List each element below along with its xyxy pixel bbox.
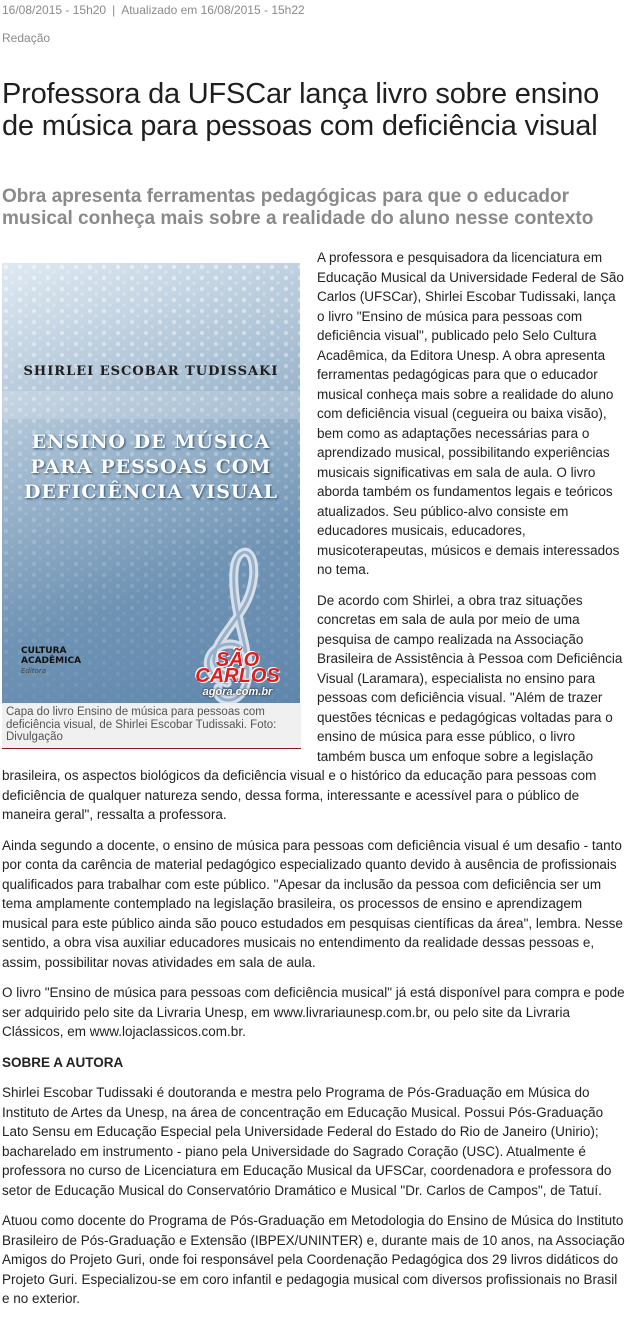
sao-carlos-agora-watermark — [175, 649, 300, 700]
updated-date: Atualizado em 16/08/2015 - 15h22 — [121, 3, 305, 17]
publisher-line: CULTURA — [21, 646, 67, 656]
subtitle: Obra apresenta ferramentas pedagógicas para que o educador musical conheça mais sobre a realidade do aluno nesse contexto — [2, 186, 594, 229]
cover-title-line: ENSINO DE MÚSICA — [31, 431, 271, 453]
article-paragraph: Shirlei Escobar Tudissaki é doutoranda e mestra pelo Programa de Pós-Graduação em Música do Instituto de Artes da Unesp, na área de concentração em Educação Musical. Possui Pós-Graduação Lato Sensu em Educação Especial pela Universidade Federal do Estado do Rio de Janeiro (Unirio); bacharelado em instrumento - piano pela Universidade do Sagrado Coração (USC). Atualmente é professora no curso de Licenciatura em Educação Musical da UFSCar, coordenadora e professora do setor de Educação Musical do Conservatório Dramático e Musical "Dr. Carlos de Campos", de Tatuí. — [2, 1085, 612, 1198]
article-meta — [2, 3, 305, 17]
article-paragraph: De acordo com Shirlei, a obra traz situações concretas em sala de aula por meio de uma pesquisa de campo realizada na Associação Brasileira de Assistência à Pessoa com Deficiência Visual (Laramara), especialista no ensino para pessoas com deficiência visual. "Além de trazer questões técnicas e pedagógicas voltadas para o ensino de música para esse público, o livro também busca um enfoque sobre a legislação brasileira, os aspectos biológicos da deficiência visual e o histórico da educação para pessoas com deficiência de qualquer natureza sendo, dessa forma, interessante e acessível para o público de maneira geral", ressalta a professora. — [2, 592, 623, 822]
cover-title-line: PARA PESSOAS COM — [30, 456, 272, 478]
published-date: 16/08/2015 - 15h20 — [2, 3, 107, 17]
book-cover-figure — [2, 263, 301, 749]
headline: Professora da UFSCar lança livro sobre ensino de música para pessoas com deficiência visual — [2, 78, 600, 142]
article-body — [2, 248, 626, 1320]
publisher-line: ACADÊMICA — [21, 656, 82, 666]
article-author: Redação — [2, 31, 51, 45]
book-cover-image[interactable] — [2, 263, 300, 703]
watermark-name: SÃO CARLOS — [195, 649, 280, 687]
publisher-sub: Editora — [21, 667, 47, 675]
article-paragraph: Atuou como docente do Programa de Pós-Graduação em Metodologia do Ensino de Música do Instituto Brasileiro de Pós-Graduação e Extensão (IBPEX/UNINTER) e, durante mais de 10 anos, na Associação Amigos do Projeto Guri, onde foi responsável pela Coordenação Pedagógica dos 29 livros didáticos do Projeto Guri. Especializou-se em coro infantil e pedagogia musical com diversos profissionais no Brasil e no exterior. — [2, 1213, 625, 1306]
article-paragraph: A professora e pesquisadora da licenciatura em Educação Musical da Universidade Federal de São Carlos (UFSCar), Shirlei Escobar Tudissaki, lança o livro "Ensino de música para pessoas com deficiência visual", publicado pelo Selo Cultura Acadêmica, da Editora Unesp. A obra apresenta ferramentas pedagógicas para que o educador musical conheça mais sobre a realidade do aluno com deficiência visual (cegueira ou baixa visão), bem como as adaptações necessárias para o aprendizado musical, possibilitando experiências musicais significativas em sala de aula. O livro aborda também os fundamentos legais e teóricos atualizados. Seu público-alvo consiste em educadores musicais, educadores, musicoterapeutas, músicos e demais interessados no tema. — [317, 250, 624, 577]
cover-author-name: SHIRLEI ESCOBAR TUDISSAKI — [23, 364, 279, 379]
article-paragraph: O livro "Ensino de música para pessoas com deficiência musical" já está disponível para compra e pode ser adquirido pelo site da Livraria Unesp, em www.livrariaunesp.com.br, ou pelo site da Livraria Clássicos, em www.lojaclassicos.com.br. — [2, 985, 625, 1039]
cover-title — [2, 430, 300, 505]
section-heading: SOBRE A AUTORA — [2, 1054, 124, 1070]
figure-caption: Capa do livro Ensino de música para pessoas com deficiência visual, de Shirlei Escobar Tudissaki. Foto: Divulgação — [2, 703, 301, 749]
cover-title-line: DEFICIÊNCIA VISUAL — [24, 481, 278, 503]
meta-separator: | — [112, 3, 116, 17]
publisher-logo — [21, 646, 81, 676]
article-paragraph: Ainda segundo a docente, o ensino de música para pessoas com deficiência visual é um desafio - tanto por conta da carência de material pedagógico especializado quanto devido à ausência de profissionais qualificados para trabalhar com este público. "Apesar da inclusão da pessoa com deficiência ser um tema amplamente contemplado na legislação brasileira, os processos de ensino e aprendizagem musical para este público ainda são pouco estudados em pesquisas científicas da área", lembra. Nesse sentido, a obra visa auxiliar educadores musicais no entendimento da realidade dessas pessoas e, assim, possibilitar novas atividades em sala de aula. — [2, 837, 623, 970]
watermark-url: agora.com.br — [202, 686, 273, 698]
